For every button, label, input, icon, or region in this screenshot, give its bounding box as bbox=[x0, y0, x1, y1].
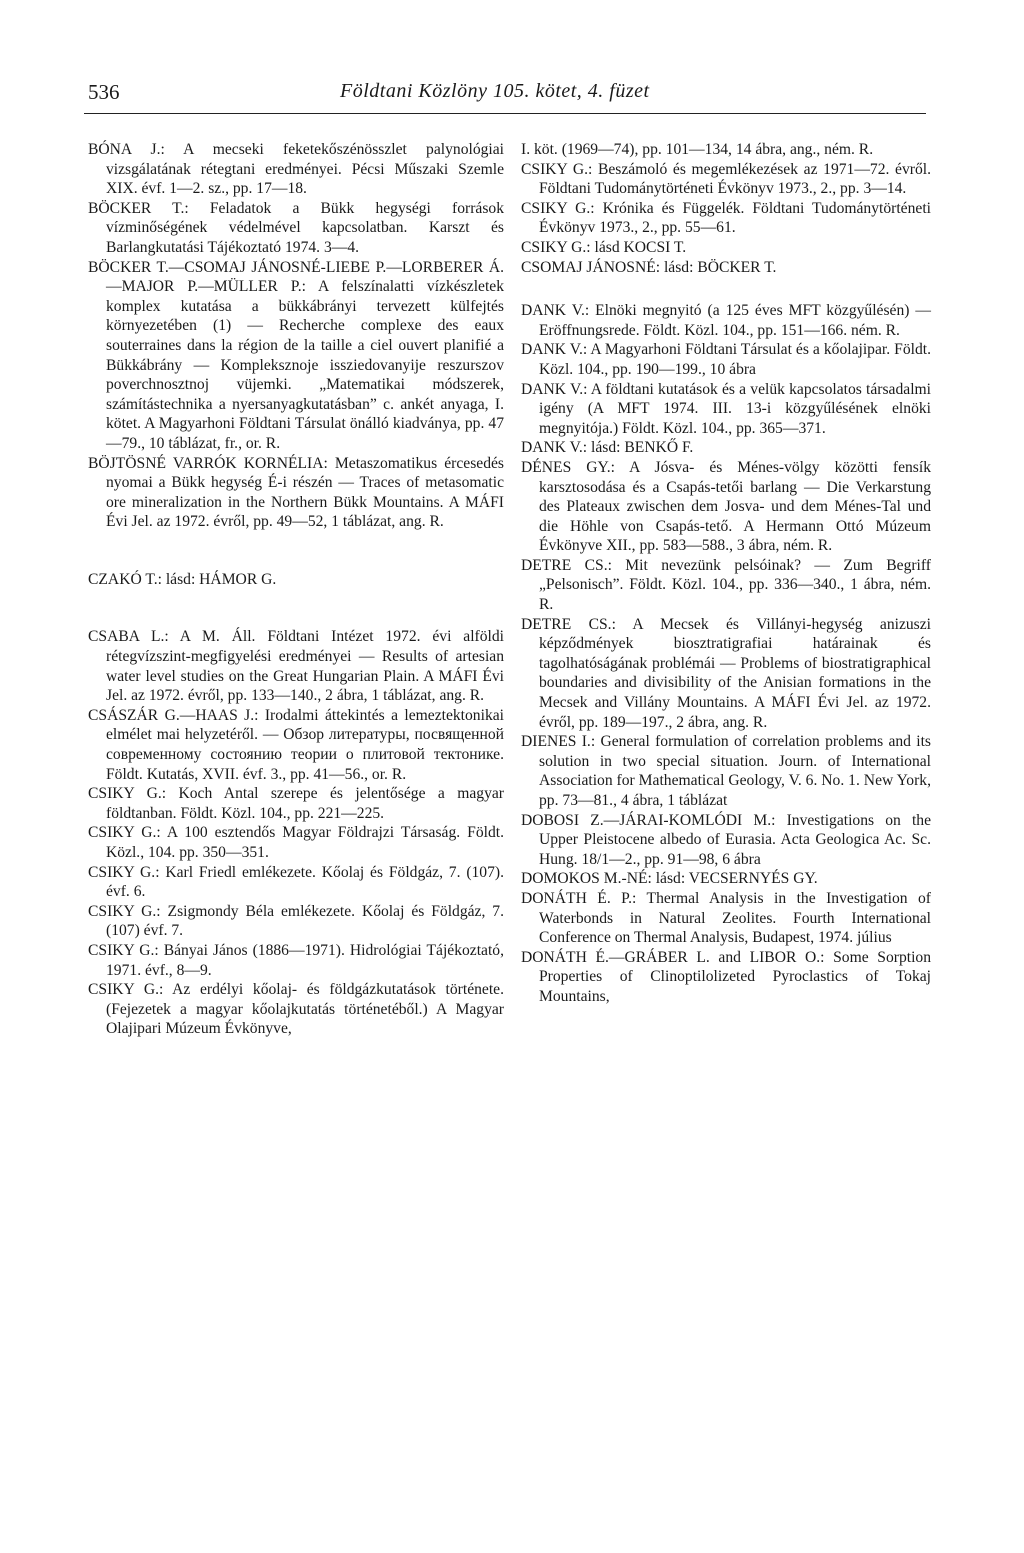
bibliography-entry: DETRE CS.: Mit nevezünk pelsóinak? — Zum Begriff „Pelsonisch”. Földt. Közl. 104., pp. 336—340., 1 ábra, ném. R. bbox=[521, 556, 931, 614]
bibliography-entry: CSIKY G.: Koch Antal szerepe és jelentősége a magyar földtanban. Földt. Közl. 104., pp. 221—225. bbox=[88, 785, 504, 822]
bibliography-entry: CSIKY G.: Bányai János (1886—1971). Hidrológiai Tájékoztató, 1971. évf., 8—9. bbox=[88, 941, 504, 979]
bibliography-entry: BÖCKER T.—CSOMAJ JÁNOSNÉ-LIEBE P.—LORBERER Á.—MAJOR P.—MÜLLER P.: A felszínalatti vízkészletek komplex kutatása a bükkábrányi tervezett külfejtés környezetében (1) — Recherche complexe des eaux souterraines dans la région de la taille a ciel ouvert planifié a Bükkábrány — Kompleksznoje issziedovanyije reszurszov poverchnosztnoj vüjemki. „Matematikai módszerek, számítástechnika a nyersanyagkutatásban” c. ankét anyaga, I. kötet. A Magyarhoni Földtani Társulat önálló kiadványa, pp. 47—79., 10 táblázat, fr., or. R. bbox=[88, 258, 504, 452]
bibliography-entry: BÓNA J.: A mecseki feketekőszénösszlet palynológiai vizsgálatának rétegtani eredményei. Pécsi Műszaki Szemle XIX. évf. 1—2. sz., pp. 17—18. bbox=[88, 141, 504, 198]
bibliography-entry: CZAKÓ T.: lásd: HÁMOR G. bbox=[88, 570, 277, 588]
bibliography-entry: CSIKY G.: Beszámoló és megemlékezések az 1971—72. évről. Földtani Tudománytörténeti Évkönyv 1973., 2., pp. 3—14. bbox=[521, 160, 931, 198]
bibliography-entry: DANK V.: A földtani kutatások és a velük kapcsolatos társadalmi igény (A MFT 1974. III. 13-i közgyűlésének elnöki megnyitója.) Földt. Közl. 104., pp. 365—371. bbox=[521, 380, 931, 437]
bibliography-entry: DANK V.: A Magyarhoni Földtani Társulat és a kőolajipar. Földt. Közl. 104., pp. 190—199., 10 ábra bbox=[521, 341, 931, 378]
page-number: 536 bbox=[88, 80, 120, 104]
bibliography-entry: DETRE CS.: A Mecsek és Villányi-hegység anizuszi képződmények biosztratigrafiai határainak és tagolhatóságának problémái — Problems of biostratigraphical boundaries and divisibility of the Anisian formations in the Mecsek and Villány Mountains. A MÁFI Évi Jel. az 1972. évről, pp. 189—197., 2 ábra, ang. R. bbox=[521, 615, 931, 731]
left-column bbox=[88, 140, 504, 1039]
running-title: Földtani Közlöny 105. kötet, 4. füzet bbox=[340, 80, 650, 102]
section-gap bbox=[88, 532, 504, 570]
bibliography-entry: CSIKY G.: lásd KOCSI T. bbox=[521, 238, 687, 256]
bibliography-entry: DANK V.: lásd: BENKŐ F. bbox=[521, 439, 694, 457]
bibliography-entry: BÖCKER T.: Feladatok a Bükk hegységi források vízminőségének védelmével kapcsolatban. Karszt és Barlangkutatási Tájékoztató 1974. 3—4. bbox=[88, 199, 504, 256]
bibliography-entry: CSIKY G.: Krónika és Függelék. Földtani Tudománytörténeti Évkönyv 1973., 2., pp. 55—61. bbox=[521, 199, 931, 237]
bibliography-entry: CSIKY G.: A 100 esztendős Magyar Földrajzi Társaság. Földt. Közl., 104. pp. 350—351. bbox=[88, 824, 504, 861]
bibliography-entry: CSOMAJ JÁNOSNÉ: lásd: BÖCKER T. bbox=[521, 258, 777, 276]
right-column bbox=[521, 140, 931, 1007]
bibliography-entry: CSIKY G.: Zsigmondy Béla emlékezete. Kőolaj és Földgáz, 7. (107) évf. 7. bbox=[88, 902, 504, 940]
bibliography-entry: CSÁSZÁR G.—HAAS J.: Irodalmi áttekintés a lemeztektonikai elmélet mai helyzetéről. — Обзор литературы, посвященной современному состоянию теории о плитовой тектонике. Földt. Kutatás, XVII. évf. 3., pp. 41—56., or. R. bbox=[88, 706, 504, 783]
bibliography-entry: DIENES I.: General formulation of correlation problems and its solution in two special situation. Journ. of International Association for Mathematical Geology, V. 6. No. 1. New York, pp. 73—81., 4 ábra, 1 táblázat bbox=[521, 733, 931, 809]
header-rule bbox=[84, 113, 926, 114]
bibliography-entry: DÉNES GY.: A Jósva- és Ménes-völgy közötti fensík karsztosodása és a Csapás-tetői barlang — Die Verkarstung des Plateaux zwischen dem Josva- und dem Ménes-Tal und die Höhle von Csapás-tető. A Hermann Ottó Múzeum Évkönyve XII., pp. 583—588., 3 ábra, ném. R. bbox=[521, 458, 931, 555]
bibliography-entry: CSIKY G.: Karl Friedl emlékezete. Kőolaj és Földgáz, 7. (107). évf. 6. bbox=[88, 863, 504, 901]
section-gap bbox=[88, 589, 504, 627]
bibliography-entry: DOBOSI Z.—JÁRAI-KOMLÓDI M.: Investigations on the Upper Pleistocene albedo of Eurasia. Acta Geologica Ac. Sc. Hung. 18/1—2., pp. 91—98, 6 ábra bbox=[521, 811, 931, 868]
bibliography-entry: DONÁTH É.—GRÁBER L. and LIBOR O.: Some Sorption Properties of Clinoptilolizeted Pyroclastics of Tokaj Mountains, bbox=[521, 948, 931, 1005]
bibliography-entry: I. köt. (1969—74), pp. 101—134, 14 ábra, ang., ném. R. bbox=[521, 141, 874, 158]
bibliography-entry: DANK V.: Elnöki megnyitó (a 125 éves MFT közgyűlésén) — Eröffnungsrede. Földt. Közl. 104., pp. 151—166. ném. R. bbox=[521, 302, 931, 339]
bibliography-entry: CSIKY G.: Az erdélyi kőolaj- és földgázkutatások története. (Fejezetek a magyar kőolajkutatás történetéből.) A Magyar Olajipari Múzeum Évkönyve, bbox=[88, 981, 504, 1038]
bibliography-entry: BÖJTÖSNÉ VARRÓK KORNÉLIA: Metaszomatikus ércesedés nyomai a Bükk hegység É-i részén — Traces of metasomatic ore mineralization in the Northern Bükk Mountains. A MÁFI Évi Jel. az 1972. évről, pp. 49—52, 1 táblázat, ang. R. bbox=[88, 454, 504, 531]
section-gap bbox=[521, 277, 931, 301]
bibliography-entry: DONÁTH É. P.: Thermal Analysis in the Investigation of Waterbonds in Natural Zeolites. Fourth International Conference on Thermal Analysis, Budapest, 1974. július bbox=[521, 889, 931, 947]
bibliography-entry: DOMOKOS M.-NÉ: lásd: VECSERNYÉS GY. bbox=[521, 870, 818, 888]
bibliography-entry: CSABA L.: A M. Áll. Földtani Intézet 1972. évi alföldi rétegvízszint-megfigyelési eredményei — Results of artesian water level studies on the Great Hungarian Plain. A MÁFI Évi Jel. az 1972. évről, pp. 133—140., 2 ábra, 1 táblázat, ang. R. bbox=[88, 628, 504, 705]
